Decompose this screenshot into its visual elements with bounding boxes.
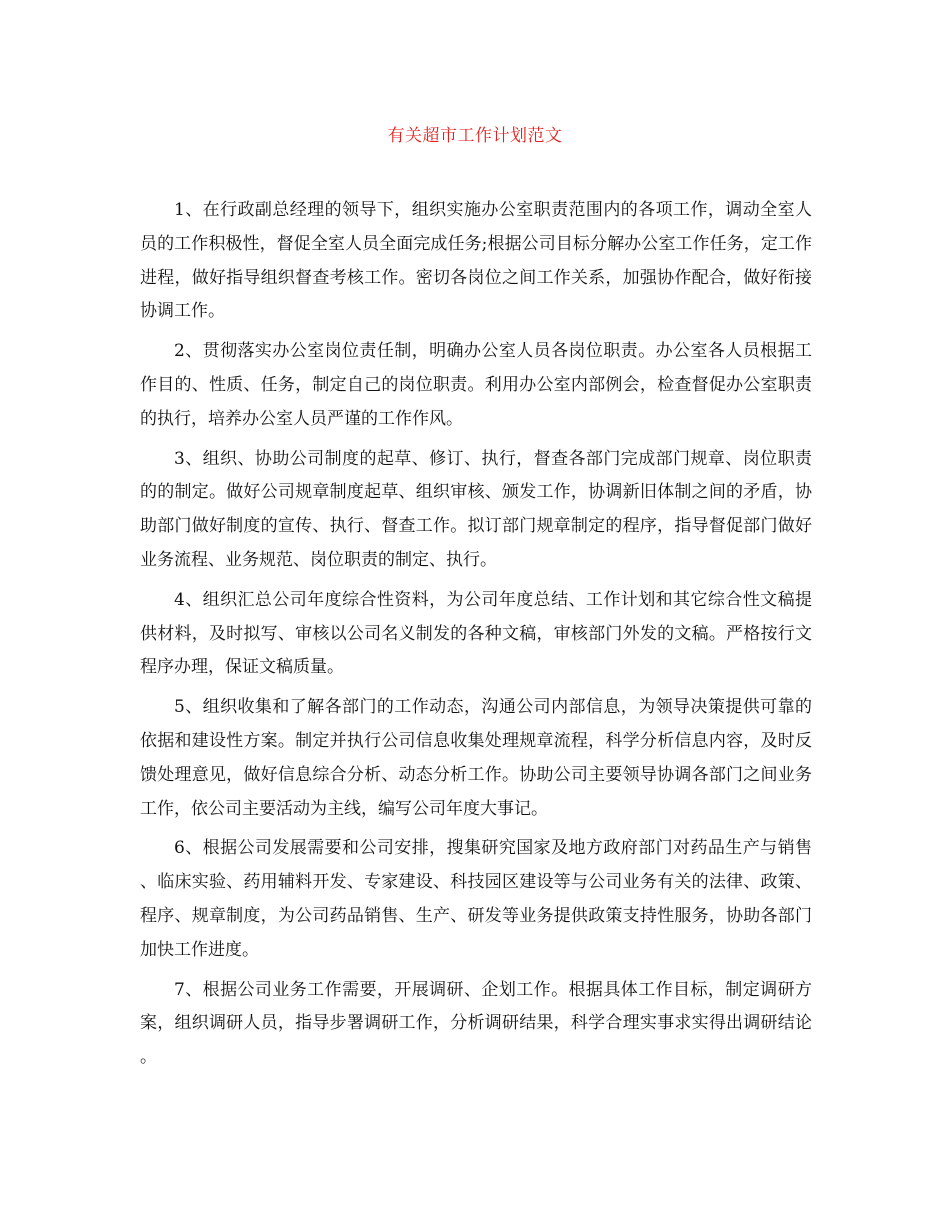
paragraph-6: 6、根据公司发展需要和公司安排，搜集研究国家及地方政府部门对药品生产与销售、临床实验、药用辅料开发、专家建设、科技园区建设等与公司业务有关的法律、政策、程序、规章制度，为公司药品销售、生产、研发等业务提供政策支持性服务，协助各部门加快工作进度。 — [140, 838, 812, 960]
paragraph-5: 5、组织收集和了解各部门的工作动态，沟通公司内部信息，为领导决策提供可靠的依据和建设性方案。制定并执行公司信息收集处理规章流程，科学分析信息内容，及时反馈处理意见，做好信息综合分析、动态分析工作。协助公司主要领导协调各部门之间业务工作，依公司主要活动为主线，编写公司年度大事记。 — [140, 697, 812, 819]
paragraph-7: 7、根据公司业务工作需要，开展调研、企划工作。根据具体工作目标，制定调研方案，组织调研人员，指导步署调研工作，分析调研结果，科学合理实事求实得出调研结论。 — [140, 979, 812, 1068]
paragraph-2: 2、贯彻落实办公室岗位责任制，明确办公室人员各岗位职责。办公室各人员根据工作目的、性质、任务，制定自己的岗位职责。利用办公室内部例会，检查督促办公室职责的执行，培养办公室人员严谨的工作作风。 — [140, 341, 812, 429]
paragraph-4: 4、组织汇总公司年度综合性资料，为公司年度总结、工作计划和其它综合性文稿提供材料，及时拟写、审核以公司名义制发的各种文稿，审核部门外发的文稿。严格按行文程序办理，保证文稿质量。 — [140, 589, 812, 678]
paragraph-1: 1、在行政副总经理的领导下，组织实施办公室职责范围内的各项工作，调动全室人员的工作积极性，督促全室人员全面完成任务;根据公司目标分解办公室工作任务，定工作进程，做好指导组织督查考核工作。密切各岗位之间工作关系，加强协作配合，做好衔接协调工作。 — [140, 200, 812, 322]
document-title: 有关超市工作计划范文 — [387, 126, 563, 146]
document-body — [140, 194, 812, 1081]
paragraph-3: 3、组织、协助公司制度的起草、修订、执行，督查各部门完成部门规章、岗位职责的的制定。做好公司规章制度起草、组织审核、颁发工作，协调新旧体制之间的矛盾，协助部门做好制度的宣传、执行、督查工作。拟订部门规章制定的程序，指导督促部门做好业务流程、业务规范、岗位职责的制定、执行。 — [140, 448, 812, 570]
